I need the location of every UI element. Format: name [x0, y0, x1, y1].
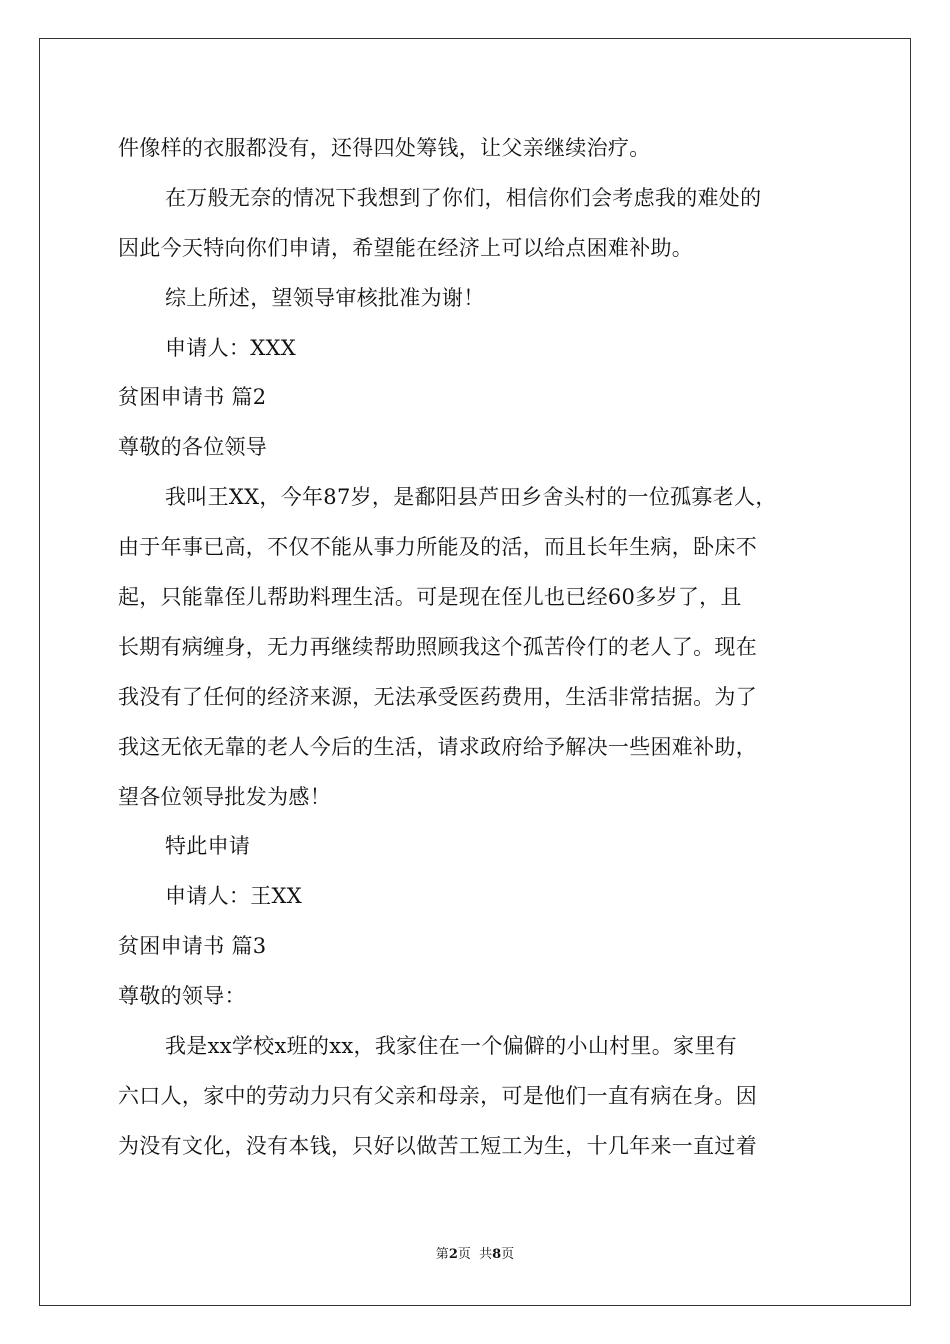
document-body [118, 124, 858, 1172]
text-line: 起，只能靠侄儿帮助料理生活。可是现在侄儿也已经60多岁了，且 [118, 585, 742, 610]
text-line: 我叫王XX，今年87岁，是鄱阳县芦田乡舍头村的一位孤寡老人， [165, 485, 777, 510]
text-line: 望各位领导批发为感！ [118, 784, 331, 809]
applicant-signature: 申请人：王XX [165, 884, 302, 909]
text-line: 为没有文化，没有本钱，只好以做苦工短工为生，十几年来一直过着 [118, 1133, 757, 1158]
section-heading: 贫困申请书 篇3 [118, 934, 267, 959]
text-line: 我是xx学校x班的xx，我家住在一个偏僻的小山村里。家里有 [165, 1034, 737, 1059]
text-line: 综上所述，望领导审核批准为谢！ [165, 285, 485, 310]
section-heading: 贫困申请书 篇2 [118, 385, 267, 410]
total-page-number: 8 [492, 1247, 502, 1262]
salutation: 尊敬的领导： [118, 984, 246, 1009]
salutation: 尊敬的各位领导 [118, 435, 268, 460]
text-line: 在万般无奈的情况下我想到了你们，相信你们会考虑我的难处的 [165, 185, 762, 210]
text-line: 我没有了任何的经济来源，无法承受医药费用，生活非常拮据。为了 [118, 684, 757, 709]
text-line: 件像样的衣服都没有，还得四处筹钱，让父亲继续治疗。 [118, 136, 651, 160]
current-page-number: 2 [448, 1247, 458, 1262]
text-line: 由于年事已高，不仅不能从事力所能及的活，而且长年生病，卧床不 [118, 535, 757, 560]
text-line: 我这无依无靠的老人今后的生活，请求政府给予解决一些困难补助， [118, 734, 757, 759]
page-mid: 页 共 [457, 1247, 493, 1262]
text-line: 长期有病缠身，无力再继续帮助照顾我这个孤苦伶仃的老人了。现在 [118, 634, 757, 659]
page-prefix: 第 [435, 1247, 449, 1262]
text-line: 因此今天特向你们申请，希望能在经济上可以给点困难补助。 [118, 235, 694, 260]
page-footer [0, 1245, 950, 1265]
applicant-signature: 申请人：XXX [165, 335, 296, 360]
page-suffix: 页 [501, 1247, 515, 1262]
text-line: 六口人，家中的劳动力只有父亲和母亲，可是他们一直有病在身。因 [118, 1083, 757, 1108]
closing: 特此申请 [165, 834, 251, 859]
